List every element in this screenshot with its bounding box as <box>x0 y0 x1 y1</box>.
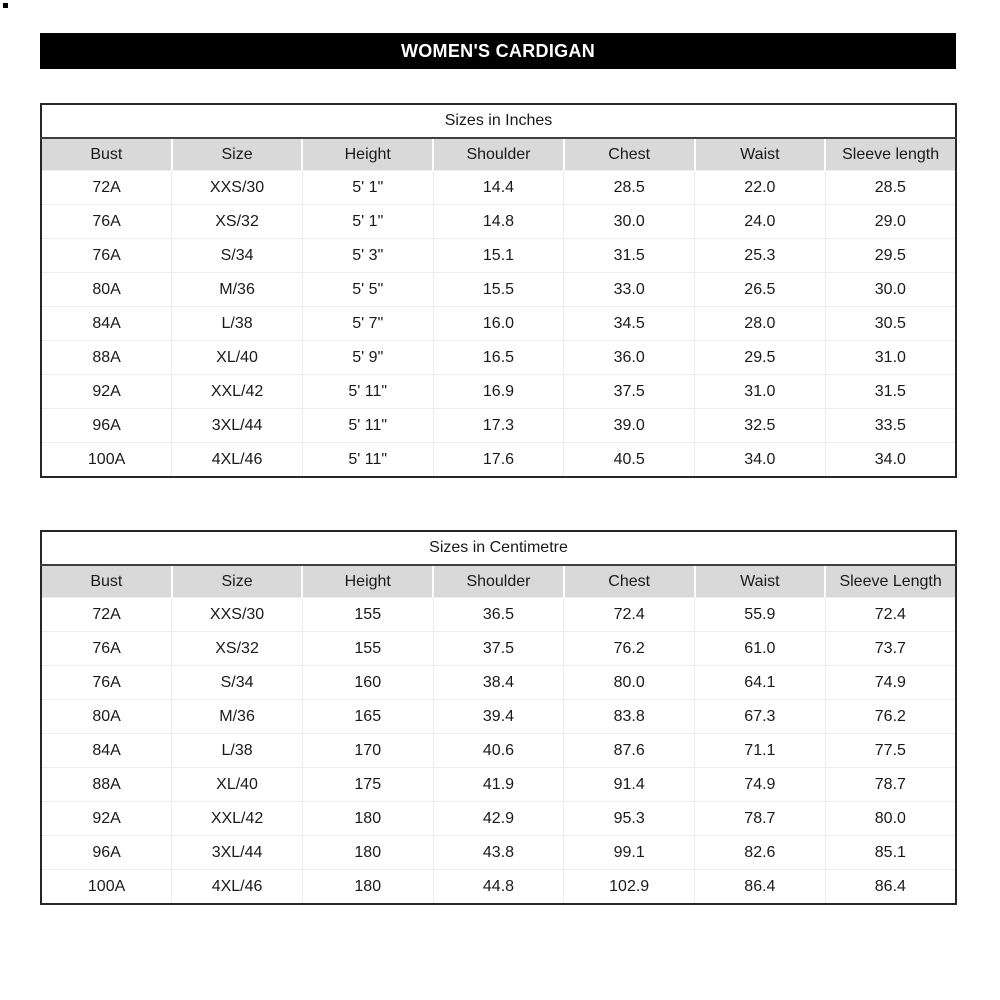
table-row <box>41 409 956 443</box>
table-cell: 5' 9" <box>302 341 433 375</box>
table-cell: 43.8 <box>433 836 564 870</box>
table-cell: 29.0 <box>825 205 956 239</box>
table-row <box>41 205 956 239</box>
table-cell: 155 <box>302 598 433 632</box>
table-cell: 76A <box>41 205 172 239</box>
table-cell: 37.5 <box>433 632 564 666</box>
size-table-centimetre <box>40 530 957 905</box>
table-cell: 72A <box>41 598 172 632</box>
table-cell: 5' 11" <box>302 375 433 409</box>
table-cell: 74.9 <box>825 666 956 700</box>
table-cell: 14.8 <box>433 205 564 239</box>
table-cell: 15.5 <box>433 273 564 307</box>
table-cell: 39.0 <box>564 409 695 443</box>
table-title-row <box>41 531 956 565</box>
table-cell: 30.0 <box>564 205 695 239</box>
table-cell: 32.5 <box>695 409 826 443</box>
corner-artifact-mark <box>3 3 8 8</box>
table-row <box>41 239 956 273</box>
table-cell: 92A <box>41 802 172 836</box>
table-cell: XXL/42 <box>172 375 303 409</box>
table-cell: 30.0 <box>825 273 956 307</box>
table-cell: S/34 <box>172 239 303 273</box>
table-cell: 39.4 <box>433 700 564 734</box>
table-cell: XXS/30 <box>172 171 303 205</box>
table-title: Sizes in Inches <box>41 104 956 138</box>
table-cell: XL/40 <box>172 768 303 802</box>
table-cell: 67.3 <box>695 700 826 734</box>
table-cell: 170 <box>302 734 433 768</box>
table-cell: 180 <box>302 870 433 905</box>
table-cell: 84A <box>41 307 172 341</box>
table-row <box>41 307 956 341</box>
table-row <box>41 802 956 836</box>
table-cell: 29.5 <box>695 341 826 375</box>
column-header: Bust <box>41 565 172 598</box>
table-cell: 14.4 <box>433 171 564 205</box>
table-cell: 33.5 <box>825 409 956 443</box>
table-cell: 76.2 <box>564 632 695 666</box>
page-title: WOMEN'S CARDIGAN <box>400 40 596 61</box>
table-cell: 16.0 <box>433 307 564 341</box>
table-cell: 180 <box>302 802 433 836</box>
table-cell: 28.0 <box>695 307 826 341</box>
table-row <box>41 598 956 632</box>
table-cell: 29.5 <box>825 239 956 273</box>
table-cell: 80.0 <box>564 666 695 700</box>
table-row <box>41 171 956 205</box>
table-header-row <box>41 138 956 171</box>
table-cell: 72.4 <box>825 598 956 632</box>
table-cell: 76A <box>41 632 172 666</box>
table-cell: M/36 <box>172 700 303 734</box>
table-cell: 5' 3" <box>302 239 433 273</box>
table-cell: 5' 1" <box>302 171 433 205</box>
table-row <box>41 375 956 409</box>
table-cell: 64.1 <box>695 666 826 700</box>
table-cell: 30.5 <box>825 307 956 341</box>
table-cell: 5' 7" <box>302 307 433 341</box>
table-cell: 31.0 <box>695 375 826 409</box>
table-cell: 86.4 <box>825 870 956 905</box>
table-cell: 16.9 <box>433 375 564 409</box>
table-cell: 36.5 <box>433 598 564 632</box>
table-cell: 16.5 <box>433 341 564 375</box>
table-cell: 4XL/46 <box>172 443 303 478</box>
table-cell: XXS/30 <box>172 598 303 632</box>
table-cell: 22.0 <box>695 171 826 205</box>
table-cell: 17.3 <box>433 409 564 443</box>
table-cell: 28.5 <box>564 171 695 205</box>
table-cell: 80A <box>41 700 172 734</box>
table-cell: 102.9 <box>564 870 695 905</box>
table-cell: 40.6 <box>433 734 564 768</box>
table-cell: 155 <box>302 632 433 666</box>
table-cell: 31.0 <box>825 341 956 375</box>
table-cell: 87.6 <box>564 734 695 768</box>
title-banner <box>40 33 956 69</box>
column-header: Size <box>172 565 303 598</box>
table-cell: 34.0 <box>695 443 826 478</box>
table-cell: 175 <box>302 768 433 802</box>
table-cell: 76A <box>41 239 172 273</box>
table-cell: 61.0 <box>695 632 826 666</box>
column-header: Size <box>172 138 303 171</box>
table-cell: 95.3 <box>564 802 695 836</box>
table-cell: 100A <box>41 870 172 905</box>
table-cell: 33.0 <box>564 273 695 307</box>
table-cell: 28.5 <box>825 171 956 205</box>
column-header: Sleeve Length <box>825 565 956 598</box>
table-row <box>41 734 956 768</box>
table-cell: 34.0 <box>825 443 956 478</box>
table-cell: 77.5 <box>825 734 956 768</box>
table-cell: 76.2 <box>825 700 956 734</box>
table-cell: 72A <box>41 171 172 205</box>
table-cell: 3XL/44 <box>172 409 303 443</box>
table-cell: 34.5 <box>564 307 695 341</box>
table-cell: 40.5 <box>564 443 695 478</box>
table-cell: 36.0 <box>564 341 695 375</box>
table-cell: 5' 1" <box>302 205 433 239</box>
table-cell: 26.5 <box>695 273 826 307</box>
table-cell: 78.7 <box>825 768 956 802</box>
table-row <box>41 768 956 802</box>
table-cell: 99.1 <box>564 836 695 870</box>
table-cell: 180 <box>302 836 433 870</box>
column-header: Chest <box>564 565 695 598</box>
table-row <box>41 273 956 307</box>
column-header: Sleeve length <box>825 138 956 171</box>
table-cell: 73.7 <box>825 632 956 666</box>
column-header: Bust <box>41 138 172 171</box>
table-cell: 37.5 <box>564 375 695 409</box>
table-row <box>41 836 956 870</box>
table-cell: 71.1 <box>695 734 826 768</box>
column-header: Height <box>302 138 433 171</box>
table-cell: S/34 <box>172 666 303 700</box>
table-cell: 88A <box>41 768 172 802</box>
table-cell: 31.5 <box>564 239 695 273</box>
table-cell: 4XL/46 <box>172 870 303 905</box>
table-cell: 88A <box>41 341 172 375</box>
table-row <box>41 632 956 666</box>
table-cell: 72.4 <box>564 598 695 632</box>
table-cell: 5' 5" <box>302 273 433 307</box>
table-cell: M/36 <box>172 273 303 307</box>
table-cell: 5' 11" <box>302 409 433 443</box>
table-cell: 5' 11" <box>302 443 433 478</box>
table-body <box>41 171 956 478</box>
table-title-row <box>41 104 956 138</box>
column-header: Waist <box>695 138 826 171</box>
table-cell: 76A <box>41 666 172 700</box>
table-cell: 17.6 <box>433 443 564 478</box>
table-cell: 41.9 <box>433 768 564 802</box>
table-cell: 3XL/44 <box>172 836 303 870</box>
table-cell: 96A <box>41 409 172 443</box>
table-cell: 100A <box>41 443 172 478</box>
column-header: Height <box>302 565 433 598</box>
table-cell: L/38 <box>172 734 303 768</box>
table-header-row <box>41 565 956 598</box>
table-cell: 83.8 <box>564 700 695 734</box>
table-cell: 42.9 <box>433 802 564 836</box>
size-table-inches <box>40 103 957 478</box>
table-cell: 96A <box>41 836 172 870</box>
table-cell: 84A <box>41 734 172 768</box>
table-row <box>41 666 956 700</box>
table-cell: XL/40 <box>172 341 303 375</box>
table-cell: 82.6 <box>695 836 826 870</box>
column-header: Chest <box>564 138 695 171</box>
table-cell: 91.4 <box>564 768 695 802</box>
table-cell: 86.4 <box>695 870 826 905</box>
table-cell: 160 <box>302 666 433 700</box>
table-cell: 165 <box>302 700 433 734</box>
table-row <box>41 341 956 375</box>
table-cell: 80A <box>41 273 172 307</box>
table-cell: XS/32 <box>172 632 303 666</box>
table-cell: 92A <box>41 375 172 409</box>
table-cell: XXL/42 <box>172 802 303 836</box>
table-body <box>41 598 956 905</box>
column-header: Shoulder <box>433 138 564 171</box>
table-row <box>41 443 956 478</box>
table-cell: 85.1 <box>825 836 956 870</box>
table-title: Sizes in Centimetre <box>41 531 956 565</box>
column-header: Shoulder <box>433 565 564 598</box>
table-cell: 38.4 <box>433 666 564 700</box>
table-row <box>41 870 956 905</box>
table-cell: XS/32 <box>172 205 303 239</box>
table-cell: 74.9 <box>695 768 826 802</box>
table-cell: 15.1 <box>433 239 564 273</box>
table-cell: 55.9 <box>695 598 826 632</box>
table-row <box>41 700 956 734</box>
table-cell: 78.7 <box>695 802 826 836</box>
table-cell: 24.0 <box>695 205 826 239</box>
table-cell: 80.0 <box>825 802 956 836</box>
table-cell: 25.3 <box>695 239 826 273</box>
table-cell: 31.5 <box>825 375 956 409</box>
table-cell: 44.8 <box>433 870 564 905</box>
table-cell: L/38 <box>172 307 303 341</box>
column-header: Waist <box>695 565 826 598</box>
